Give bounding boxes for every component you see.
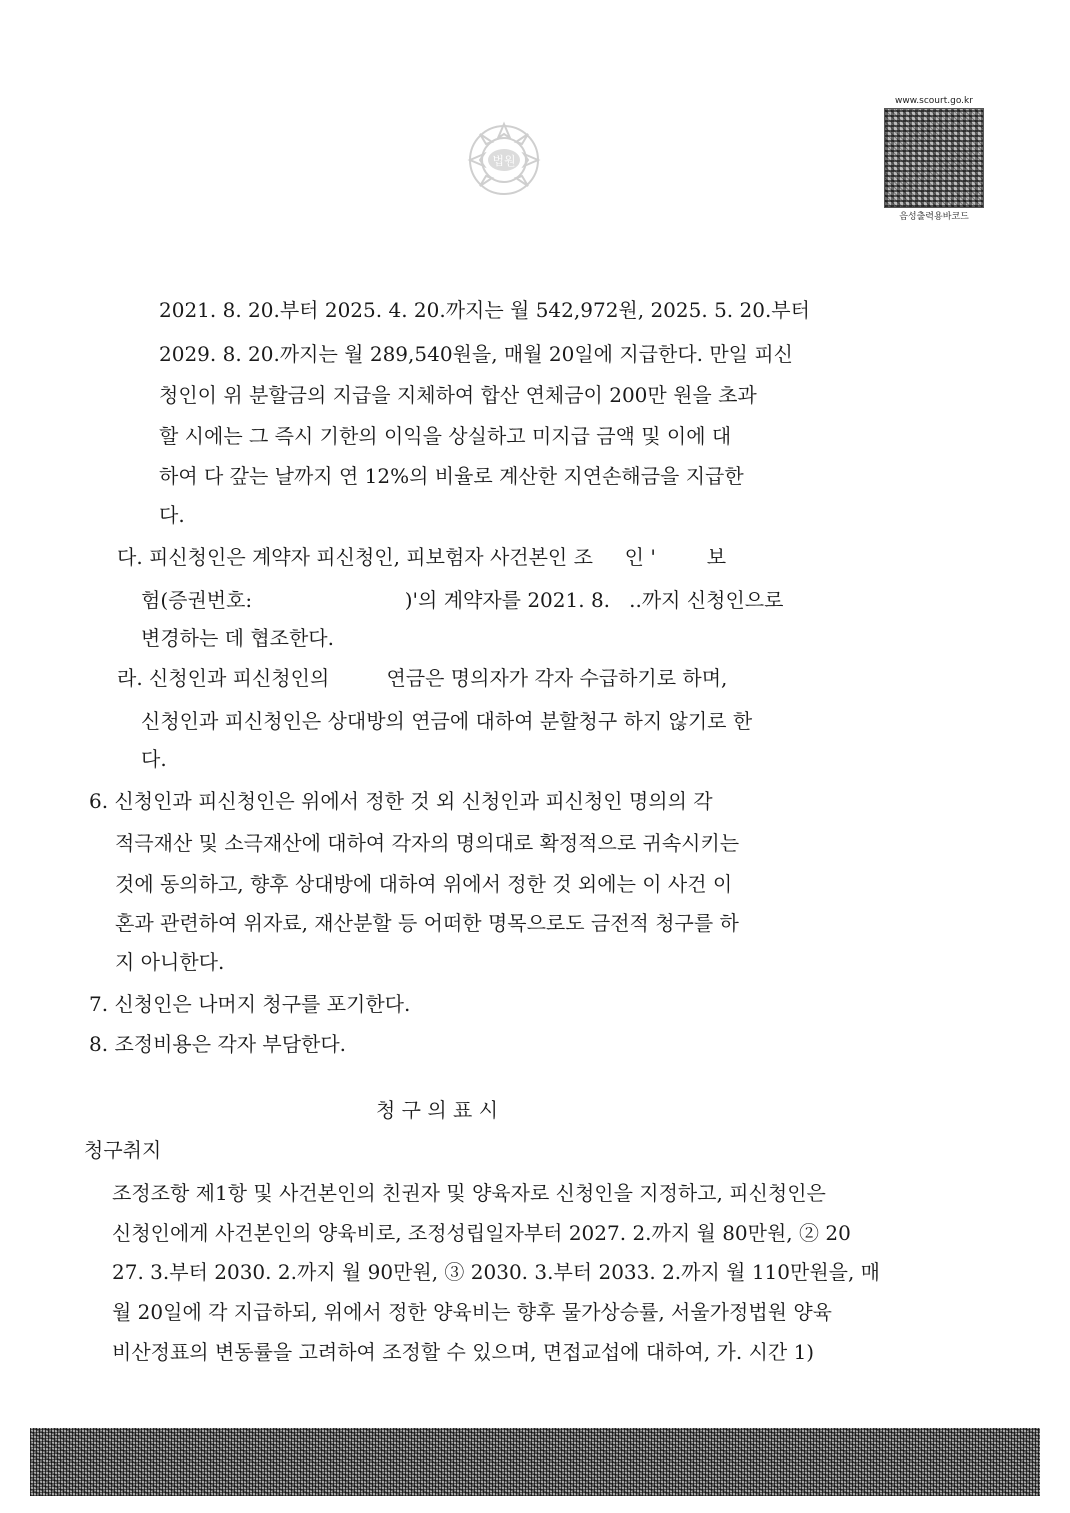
body-line: 신청인과 피신청인은 상대방의 연금에 대하여 분할청구 하지 않기로 한 — [141, 709, 753, 733]
court-seal — [454, 120, 554, 200]
body-line: 비산정표의 변동률을 고려하여 조정할 수 있으며, 면접교섭에 대하여, 가. 시간 1) — [112, 1340, 815, 1364]
item-6: 6. 신청인과 피신청인은 위에서 정한 것 외 신청인과 피신청인 명의의 각 — [89, 789, 713, 813]
item-ra: 라. 신청인과 피신청인의 연금은 명의자가 각자 수급하기로 하며, — [117, 666, 728, 690]
subheading: 청구취지 — [84, 1138, 162, 1162]
body-line: 다. — [141, 747, 167, 771]
body-line: 신청인에게 사건본인의 양육비로, 조정성립일자부터 2027. 2.까지 월 80만원, ② 20 — [112, 1221, 851, 1245]
body-line: 할 시에는 그 즉시 기한의 이익을 상실하고 미지급 금액 및 이에 대 — [159, 424, 732, 448]
barcode-icon — [30, 1428, 1040, 1496]
body-line: 2021. 8. 20.부터 2025. 4. 20.까지는 월 542,972원, 2025. 5. 20.부터 — [159, 298, 810, 322]
item-7: 7. 신청인은 나머지 청구를 포기한다. — [89, 992, 411, 1016]
item-8: 8. 조정비용은 각자 부담한다. — [89, 1032, 347, 1056]
qr-caption: 음성출력용바코드 — [899, 212, 969, 222]
body-line: 지 아니한다. — [115, 950, 225, 974]
seal-text: 법원 — [492, 154, 516, 168]
section-heading: 청 구 의 표 시 — [376, 1098, 499, 1122]
body-line: 험(증권번호: )'의 계약자를 2021. 8. ..까지 신청인으로 — [141, 588, 784, 612]
body-line: 조정조항 제1항 및 사건본인의 친권자 및 양육자로 신청인을 지정하고, 피신청인은 — [112, 1181, 826, 1205]
body-line: 27. 3.부터 2030. 2.까지 월 90만원, ③ 2030. 3.부터 2033. 2.까지 월 110만원을, 매 — [112, 1260, 881, 1284]
body-line: 변경하는 데 협조한다. — [141, 626, 334, 650]
body-line: 월 20일에 각 지급하되, 위에서 정한 양육비는 향후 물가상승률, 서울가정법원 양육 — [112, 1300, 832, 1324]
body-line: 것에 동의하고, 향후 상대방에 대하여 위에서 정한 것 외에는 이 사건 이 — [115, 872, 733, 896]
body-line: 청인이 위 분할금의 지급을 지체하여 합산 연체금이 200만 원을 초과 — [159, 383, 757, 407]
body-line: 2029. 8. 20.까지는 월 289,540원을, 매월 20일에 지급한다. 만일 피신 — [159, 342, 793, 366]
qr-block — [884, 94, 984, 224]
qr-code-icon — [884, 108, 984, 208]
item-da: 다. 피신청인은 계약자 피신청인, 피보험자 사건본인 조 인 ' 보 — [117, 545, 727, 569]
body-line: 적극재산 및 소극재산에 대하여 각자의 명의대로 확정적으로 귀속시키는 — [115, 831, 740, 855]
body-line: 다. — [159, 503, 185, 527]
body-line: 하여 다 갚는 날까지 연 12%의 비율로 계산한 지연손해금을 지급한 — [159, 464, 744, 488]
body-line: 혼과 관련하여 위자료, 재산분할 등 어떠한 명목으로도 금전적 청구를 하 — [115, 911, 739, 935]
qr-url: www.scourt.go.kr — [895, 96, 973, 106]
